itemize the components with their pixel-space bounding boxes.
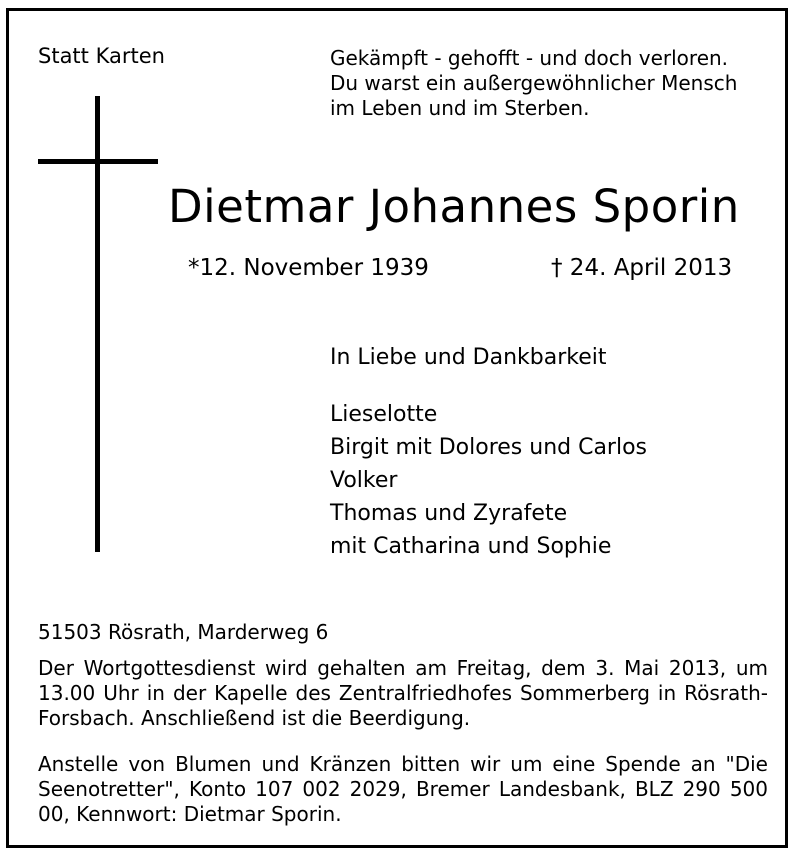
address: 51503 Rösrath, Marderweg 6 bbox=[38, 620, 329, 644]
family-list bbox=[330, 398, 647, 563]
cross-icon-bar bbox=[38, 159, 158, 164]
quote-block bbox=[330, 46, 737, 121]
donation-paragraph: Anstelle von Blumen und Kränzen bitten wir um eine Spende an "Die Seenotretter", Konto 107 002 2029, Bremer Landesbank, BLZ 290 500 00, Kennwort: Dietmar Sporin. bbox=[38, 752, 768, 826]
family-member: Thomas und Zyrafete bbox=[330, 501, 568, 526]
quote-line: im Leben und im Sterben. bbox=[330, 96, 590, 120]
quote-line: Du warst ein außergewöhnlicher Mensch bbox=[330, 71, 738, 95]
family-member: Volker bbox=[330, 468, 398, 493]
gratitude-line: In Liebe und Dankbarkeit bbox=[330, 345, 607, 370]
deceased-name: Dietmar Johannes Sporin bbox=[168, 180, 740, 233]
statt-karten-label: Statt Karten bbox=[38, 44, 165, 68]
family-member: Lieselotte bbox=[330, 402, 438, 427]
family-member: Birgit mit Dolores und Carlos bbox=[330, 435, 648, 460]
death-date: † 24. April 2013 bbox=[551, 255, 733, 281]
birth-date: *12. November 1939 bbox=[188, 255, 429, 281]
cross-icon bbox=[95, 96, 100, 552]
service-paragraph: Der Wortgottesdienst wird gehalten am Freitag, dem 3. Mai 2013, um 13.00 Uhr in der Kapelle des Zentralfriedhofes Sommerberg in Rösrath-Forsbach. Anschließend ist die Beerdigung. bbox=[38, 656, 768, 730]
quote-line: Gekämpft - gehofft - und doch verloren. bbox=[330, 46, 729, 70]
family-member: mit Catharina und Sophie bbox=[330, 534, 612, 559]
